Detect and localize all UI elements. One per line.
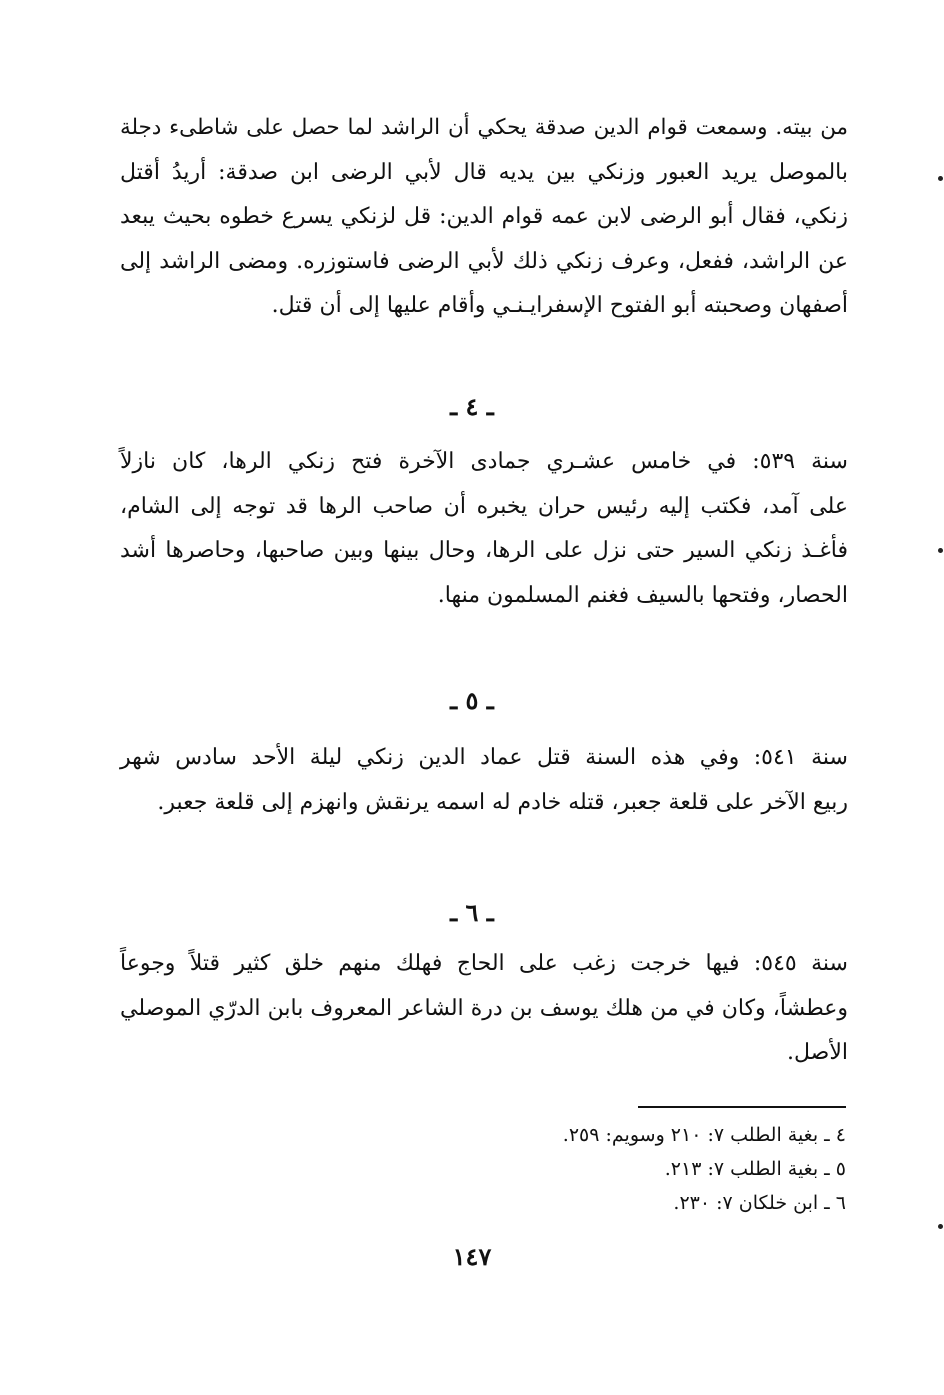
text-line: سنة ٥٤١: وفي هذه السنة قتل عماد الدين زنكي ليلة الأحد سادس شهر — [120, 745, 848, 770]
footnotes — [346, 1118, 846, 1220]
text-line: ربيع الآخر على قلعة جعبر، قتله خادم له اسمه يرنقش وانهزم إلى قلعة جعبر. — [157, 789, 848, 815]
page-number: ١٤٧ — [452, 1242, 492, 1271]
footnote-item: ٥ ـ بغية الطلب ٧: ٢١٣. — [664, 1158, 846, 1180]
section-marker-4: ـ ٤ ـ — [450, 392, 494, 421]
text-line: على آمد، فكتب إليه رئيس حران يخبره أن صاحب الرها قد توجه إلى الشام، — [120, 493, 848, 519]
text-line: الحصار، وفتحها بالسيف فغنم المسلمون منها. — [437, 582, 848, 608]
text-line: الأصل. — [787, 1040, 848, 1065]
footnote-divider — [638, 1106, 846, 1108]
text-line: بالموصل يريد العبور وزنكي بين يديه قال لأبي الرضى ابن صدقة: أريدُ أقتل — [120, 159, 848, 185]
text-line: فأغـذ زنكي السير حتى نزل على الرها، وحال بينها وبين صاحبها، وحاصرها أشد — [120, 538, 848, 563]
text-line: سنة ٥٤٥: فيها خرجت زغب على الحاج فهلك منهم خلق كثير قتلاً وجوعاً — [120, 951, 848, 976]
section-5-paragraph — [120, 736, 848, 825]
scan-mark — [938, 176, 943, 181]
section-marker-6: ـ ٦ ـ — [450, 898, 494, 927]
footnote-item: ٤ ـ بغية الطلب ٧: ٢١٠ وسويم: ٢٥٩. — [562, 1124, 846, 1146]
scan-mark — [938, 1224, 943, 1229]
section-4-paragraph — [120, 440, 848, 618]
text-line: أصفهان وصحبته أبو الفتوح الإسفرايـنـي وأقام عليها إلى أن قتل. — [271, 293, 848, 318]
text-line: وعطشاً، وكان في من هلك يوسف بن درة الشاعر المعروف بابن الدرّي الموصلي — [120, 995, 848, 1021]
section-marker-5: ـ ٥ ـ — [450, 686, 494, 715]
scan-mark — [938, 548, 943, 553]
paragraph-continuation — [120, 106, 848, 329]
section-6-paragraph — [120, 942, 848, 1076]
text-line: من بيته. وسمعت قوام الدين صدقة يحكي أن الراشد لما حصل على شاطىء دجلة — [120, 115, 848, 140]
text-line: سنة ٥٣٩: في خامس عشـري جمادى الآخرة فتح زنكي الرها، كان نازلاً — [120, 449, 848, 474]
text-line: زنكي، فقال أبو الرضى لابن عمه قوام الدين: قل لزنكي يسرع خطوه بحيث يبعد — [120, 204, 848, 229]
footnote-item: ٦ ـ ابن خلكان ٧: ٢٣٠. — [673, 1192, 846, 1214]
text-line: عن الراشد، ففعل، وعرف زنكي ذلك لأبي الرضى فاستوزره. ومضى الراشد إلى — [120, 248, 848, 274]
